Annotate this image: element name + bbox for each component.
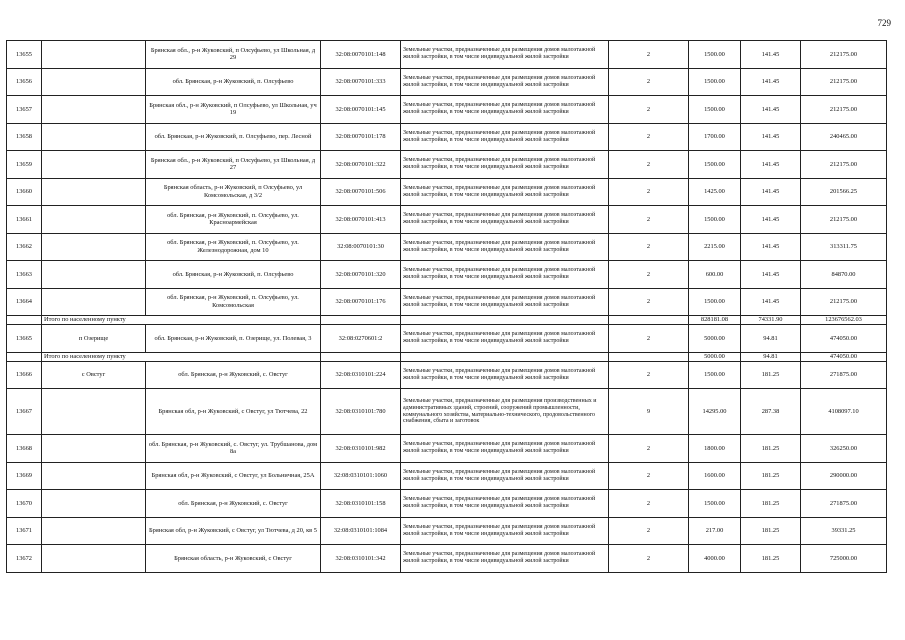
rate-value: 141.45 <box>741 96 801 124</box>
rate-value: 287.38 <box>741 389 801 435</box>
cadastral-number: 32:08:0310101:1060 <box>321 462 401 490</box>
land-use-description: Земельные участки, предназначенные для размещения домов малоэтажной жилой застройки, в том числе индивидуальной жилой застройки <box>401 178 609 206</box>
settlement-name <box>42 517 146 545</box>
land-use-description: Земельные участки, предназначенные для размещения домов малоэтажной жилой застройки, в том числе индивидуальной жилой застройки <box>401 123 609 151</box>
use-group-code: 2 <box>609 96 689 124</box>
address-cell: обл. Брянская, р-н Жуковский, п. Олсуфьево, ул. Железнодорожная, дом 10 <box>146 233 321 261</box>
settlement-name <box>42 435 146 463</box>
record-number: 13667 <box>7 389 42 435</box>
empty-cell <box>321 352 401 361</box>
empty-cell <box>401 316 609 325</box>
rate-value: 141.45 <box>741 151 801 179</box>
address-cell: обл. Брянская, р-н Жуковский, п. Олсуфьево, ул. Комсомольская <box>146 288 321 316</box>
table-row <box>7 517 887 545</box>
area-value: 1500.00 <box>689 68 741 96</box>
settlement-name <box>42 545 146 573</box>
record-number: 13665 <box>7 325 42 353</box>
land-use-description: Земельные участки, предназначенные для размещения домов малоэтажной жилой застройки, в том числе индивидуальной жилой застройки <box>401 206 609 234</box>
table-row <box>7 288 887 316</box>
record-number: 13668 <box>7 435 42 463</box>
table-row <box>7 490 887 518</box>
cadastral-value: 474050.00 <box>801 325 887 353</box>
cadastral-number: 32:08:0310101:224 <box>321 361 401 389</box>
subtotal-area: 828181.08 <box>689 316 741 325</box>
area-value: 1500.00 <box>689 288 741 316</box>
use-group-code: 2 <box>609 325 689 353</box>
settlement-name <box>42 178 146 206</box>
settlement-name <box>42 206 146 234</box>
area-value: 2215.00 <box>689 233 741 261</box>
table-row <box>7 68 887 96</box>
rate-value: 181.25 <box>741 361 801 389</box>
subtotal-rate: 74331.90 <box>741 316 801 325</box>
subtotal-row <box>7 316 887 325</box>
table-row <box>7 123 887 151</box>
table-row <box>7 96 887 124</box>
table-row <box>7 462 887 490</box>
cadastral-number: 32:08:0310101:982 <box>321 435 401 463</box>
address-cell: Брянская область, р-н Жуковский, п Олсуфьево, ул Комсомольская, д 3/2 <box>146 178 321 206</box>
use-group-code: 2 <box>609 517 689 545</box>
empty-cell <box>609 352 689 361</box>
record-number: 13661 <box>7 206 42 234</box>
subtotal-label: Итого по населенному пункту <box>42 352 321 361</box>
area-value: 1500.00 <box>689 206 741 234</box>
subtotal-total: 474050.00 <box>801 352 887 361</box>
use-group-code: 2 <box>609 490 689 518</box>
use-group-code: 2 <box>609 261 689 289</box>
land-use-description: Земельные участки, предназначенные для размещения домов малоэтажной жилой застройки, в том числе индивидуальной жилой застройки <box>401 233 609 261</box>
table-row <box>7 435 887 463</box>
area-value: 1500.00 <box>689 96 741 124</box>
cadastral-number: 32:08:0070101:176 <box>321 288 401 316</box>
area-value: 1600.00 <box>689 462 741 490</box>
empty-cell <box>321 316 401 325</box>
table-row <box>7 41 887 69</box>
rate-value: 141.45 <box>741 68 801 96</box>
subtotal-row <box>7 352 887 361</box>
subtotal-area: 5000.00 <box>689 352 741 361</box>
area-value: 1800.00 <box>689 435 741 463</box>
cadastral-number: 32:08:0310101:342 <box>321 545 401 573</box>
cadastral-number: 32:08:0070101:178 <box>321 123 401 151</box>
rate-value: 141.45 <box>741 261 801 289</box>
settlement-name <box>42 68 146 96</box>
address-cell: обл. Брянская, р-н Жуковский, с. Овстуг <box>146 361 321 389</box>
land-use-description: Земельные участки, предназначенные для размещения домов малоэтажной жилой застройки, в том числе индивидуальной жилой застройки <box>401 435 609 463</box>
page-number: 729 <box>877 18 891 28</box>
land-use-description: Земельные участки, предназначенные для размещения домов малоэтажной жилой застройки, в том числе индивидуальной жилой застройки <box>401 462 609 490</box>
land-use-description: Земельные участки, предназначенные для размещения производственных и административных зданий, строений, сооружений промышленности, коммунального хозяйства, материально-технического, продовольственного снабжения, сбыта и заготовок <box>401 389 609 435</box>
area-value: 5000.00 <box>689 325 741 353</box>
settlement-name <box>42 151 146 179</box>
rate-value: 141.45 <box>741 123 801 151</box>
settlement-name: с Овстуг <box>42 361 146 389</box>
record-number: 13671 <box>7 517 42 545</box>
cadastral-number: 32:08:0070101:320 <box>321 261 401 289</box>
cadastral-number: 32:08:0070101:413 <box>321 206 401 234</box>
cadastral-value: 271875.00 <box>801 490 887 518</box>
land-use-description: Земельные участки, предназначенные для размещения домов малоэтажной жилой застройки, в том числе индивидуальной жилой застройки <box>401 68 609 96</box>
area-value: 14295.00 <box>689 389 741 435</box>
land-use-description: Земельные участки, предназначенные для размещения домов малоэтажной жилой застройки, в том числе индивидуальной жилой застройки <box>401 545 609 573</box>
land-use-description: Земельные участки, предназначенные для размещения домов малоэтажной жилой застройки, в том числе индивидуальной жилой застройки <box>401 41 609 69</box>
settlement-name: п Озерище <box>42 325 146 353</box>
cadastral-number: 32:08:0070101:506 <box>321 178 401 206</box>
cadastral-number: 32:08:0070101:30 <box>321 233 401 261</box>
land-use-description: Земельные участки, предназначенные для размещения домов малоэтажной жилой застройки, в том числе индивидуальной жилой застройки <box>401 288 609 316</box>
use-group-code: 2 <box>609 462 689 490</box>
rate-value: 141.45 <box>741 41 801 69</box>
rate-value: 141.45 <box>741 288 801 316</box>
address-cell: обл. Брянская, р-н Жуковский, п. Олсуфьево, ул. Красноармейская <box>146 206 321 234</box>
table-row <box>7 361 887 389</box>
cadastral-value: 271875.00 <box>801 361 887 389</box>
use-group-code: 2 <box>609 41 689 69</box>
rate-value: 181.25 <box>741 462 801 490</box>
cadastral-value: 212175.00 <box>801 41 887 69</box>
cadastral-value: 290000.00 <box>801 462 887 490</box>
record-number: 13664 <box>7 288 42 316</box>
cadastral-value: 4108097.10 <box>801 389 887 435</box>
cadastral-number: 32:08:0310101:780 <box>321 389 401 435</box>
subtotal-label: Итого по населенному пункту <box>42 316 321 325</box>
settlement-name <box>42 288 146 316</box>
cadastral-number: 32:08:0070101:145 <box>321 96 401 124</box>
record-number: 13660 <box>7 178 42 206</box>
subtotal-total: 123676562.03 <box>801 316 887 325</box>
use-group-code: 9 <box>609 389 689 435</box>
address-cell: обл. Брянская, р-н Жуковский, с. Овстуг, ул. Трубшанова, дом 8а <box>146 435 321 463</box>
area-value: 600.00 <box>689 261 741 289</box>
cadastral-value: 84870.00 <box>801 261 887 289</box>
rate-value: 94.81 <box>741 325 801 353</box>
area-value: 1500.00 <box>689 41 741 69</box>
land-use-description: Земельные участки, предназначенные для размещения домов малоэтажной жилой застройки, в том числе индивидуальной жилой застройки <box>401 325 609 353</box>
use-group-code: 2 <box>609 123 689 151</box>
land-use-description: Земельные участки, предназначенные для размещения домов малоэтажной жилой застройки, в том числе индивидуальной жилой застройки <box>401 261 609 289</box>
area-value: 1500.00 <box>689 151 741 179</box>
area-value: 4000.00 <box>689 545 741 573</box>
cadastral-number: 32:08:0070101:322 <box>321 151 401 179</box>
address-cell: обл. Брянская, р-н Жуковский, п. Олсуфьево, пер. Лесной <box>146 123 321 151</box>
table-row <box>7 233 887 261</box>
rate-value: 141.45 <box>741 178 801 206</box>
rate-value: 141.45 <box>741 206 801 234</box>
area-value: 1700.00 <box>689 123 741 151</box>
cadastral-value: 212175.00 <box>801 96 887 124</box>
settlement-name <box>42 123 146 151</box>
cadastral-value: 201566.25 <box>801 178 887 206</box>
record-number: 13662 <box>7 233 42 261</box>
table-row <box>7 206 887 234</box>
address-cell: Брянская обл., р-н Жуковский, п Олсуфьево, ул Школьная, д 29 <box>146 41 321 69</box>
cadastral-number: 32:08:0070101:148 <box>321 41 401 69</box>
empty-cell <box>609 316 689 325</box>
address-cell: обл. Брянская, р-н Жуковский, п. Озерище, ул. Полевая, 3 <box>146 325 321 353</box>
use-group-code: 2 <box>609 68 689 96</box>
use-group-code: 2 <box>609 361 689 389</box>
land-use-description: Земельные участки, предназначенные для размещения домов малоэтажной жилой застройки, в том числе индивидуальной жилой застройки <box>401 517 609 545</box>
rate-value: 181.25 <box>741 435 801 463</box>
record-number: 13656 <box>7 68 42 96</box>
cadastral-value: 212175.00 <box>801 206 887 234</box>
address-cell: Брянская обл, р-н Жуковский, с Овстуг, ул Больничная, 25А <box>146 462 321 490</box>
settlement-name <box>42 233 146 261</box>
settlement-name <box>42 261 146 289</box>
use-group-code: 2 <box>609 178 689 206</box>
cadastral-value: 212175.00 <box>801 151 887 179</box>
table-row <box>7 178 887 206</box>
use-group-code: 2 <box>609 206 689 234</box>
cadastral-value: 725000.00 <box>801 545 887 573</box>
area-value: 1500.00 <box>689 361 741 389</box>
land-use-description: Земельные участки, предназначенные для размещения домов малоэтажной жилой застройки, в том числе индивидуальной жилой застройки <box>401 151 609 179</box>
cadastral-number: 32:08:0310101:1084 <box>321 517 401 545</box>
land-use-description: Земельные участки, предназначенные для размещения домов малоэтажной жилой застройки, в том числе индивидуальной жилой застройки <box>401 361 609 389</box>
settlement-name <box>42 462 146 490</box>
area-value: 1425.00 <box>689 178 741 206</box>
subtotal-rate: 94.81 <box>741 352 801 361</box>
address-cell: Брянская обл., р-н Жуковский, п Олсуфьево, ул Школьная, д 27 <box>146 151 321 179</box>
address-cell: Брянская область, р-н Жуковский, с Овстуг <box>146 545 321 573</box>
record-number: 13658 <box>7 123 42 151</box>
area-value: 217.00 <box>689 517 741 545</box>
record-number: 13672 <box>7 545 42 573</box>
address-cell: обл. Брянская, р-н Жуковский, п. Олсуфьево <box>146 68 321 96</box>
cadastral-value: 240465.00 <box>801 123 887 151</box>
use-group-code: 2 <box>609 151 689 179</box>
cadastral-value: 39331.25 <box>801 517 887 545</box>
record-number: 13657 <box>7 96 42 124</box>
rate-value: 141.45 <box>741 233 801 261</box>
area-value: 1500.00 <box>689 490 741 518</box>
rate-value: 181.25 <box>741 490 801 518</box>
table-row <box>7 261 887 289</box>
address-cell: Брянская обл, р-н Жуковский, с Овстуг, ул Тютчева, д 20, кв 5 <box>146 517 321 545</box>
cadastral-value: 212175.00 <box>801 288 887 316</box>
cadastral-number: 32:08:0270601:2 <box>321 325 401 353</box>
record-number: 13670 <box>7 490 42 518</box>
table-row <box>7 389 887 435</box>
empty-cell <box>7 352 42 361</box>
cadastral-value: 326250.00 <box>801 435 887 463</box>
cadastral-number: 32:08:0310101:158 <box>321 490 401 518</box>
record-number: 13666 <box>7 361 42 389</box>
empty-cell <box>7 316 42 325</box>
land-use-description: Земельные участки, предназначенные для размещения домов малоэтажной жилой застройки, в том числе индивидуальной жилой застройки <box>401 490 609 518</box>
use-group-code: 2 <box>609 233 689 261</box>
table-row <box>7 325 887 353</box>
settlement-name <box>42 41 146 69</box>
table-row <box>7 545 887 573</box>
rate-value: 181.25 <box>741 517 801 545</box>
cadastral-number: 32:08:0070101:333 <box>321 68 401 96</box>
rate-value: 181.25 <box>741 545 801 573</box>
record-number: 13659 <box>7 151 42 179</box>
settlement-name <box>42 389 146 435</box>
use-group-code: 2 <box>609 545 689 573</box>
address-cell: обл. Брянская, р-н Жуковский, с. Овстуг <box>146 490 321 518</box>
settlement-name <box>42 490 146 518</box>
record-number: 13655 <box>7 41 42 69</box>
address-cell: обл. Брянская, р-н Жуковский, п. Олсуфьево <box>146 261 321 289</box>
record-number: 13663 <box>7 261 42 289</box>
land-use-description: Земельные участки, предназначенные для размещения домов малоэтажной жилой застройки, в том числе индивидуальной жилой застройки <box>401 96 609 124</box>
use-group-code: 2 <box>609 288 689 316</box>
land-registry-table <box>6 40 887 573</box>
table-body <box>7 41 887 573</box>
settlement-name <box>42 96 146 124</box>
address-cell: Брянская обл., р-н Жуковский, п Олсуфьево, ул Школьная, уч 19 <box>146 96 321 124</box>
cadastral-value: 313311.75 <box>801 233 887 261</box>
address-cell: Брянская обл, р-н Жуковский, с Овстуг, ул Тютчева, 22 <box>146 389 321 435</box>
record-number: 13669 <box>7 462 42 490</box>
empty-cell <box>401 352 609 361</box>
table-row <box>7 151 887 179</box>
cadastral-value: 212175.00 <box>801 68 887 96</box>
use-group-code: 2 <box>609 435 689 463</box>
